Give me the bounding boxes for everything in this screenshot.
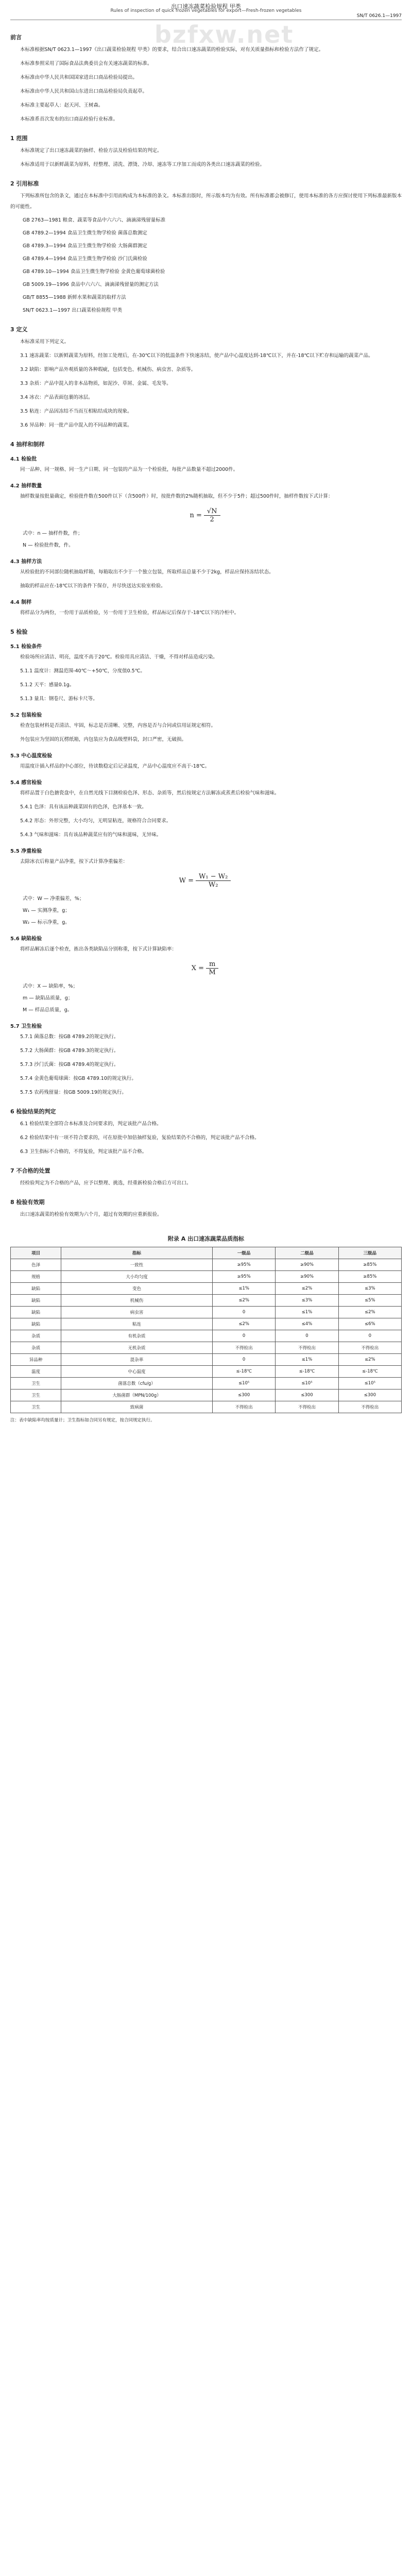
subsection-heading: 5.5 净重检验 — [10, 849, 42, 854]
paragraph: 5.1.3 量具：钢卷尺、游标卡尺等。 — [20, 696, 98, 702]
foreword-paragraph: 本标准系首次发布的出口商品检验行业标准。 — [20, 116, 118, 122]
section-heading: 1 范围 — [10, 135, 28, 142]
subsection-heading: 4.3 抽样方法 — [10, 559, 42, 565]
subsection-heading: 4.1 检验批 — [10, 456, 37, 462]
table-cell: 有机杂质 — [61, 1330, 213, 1342]
table-cell: 0 — [212, 1354, 275, 1366]
table-cell: ≥90% — [276, 1271, 338, 1283]
table-row — [11, 1330, 402, 1342]
formula-fraction — [204, 507, 220, 523]
table-cell: 不得检出 — [276, 1401, 338, 1413]
table-body — [11, 1259, 402, 1413]
table-cell: ≤-18℃ — [276, 1366, 338, 1378]
formula-lhs: X = — [191, 964, 204, 972]
paragraph: 本标准规定了出口速冻蔬菜的抽样、检验方法及检验结果的判定。 — [20, 148, 162, 154]
reference-item: GB 4789.2—1994 食品卫生微生物学检验 菌落总数测定 — [23, 230, 147, 236]
table-cell: 病虫害 — [61, 1307, 213, 1318]
table-row — [11, 1342, 402, 1354]
paragraph: 5.7.4 金黄色葡萄球菌：按GB 4789.10的规定执行。 — [20, 1076, 136, 1081]
table-cell: 卫生 — [11, 1389, 61, 1401]
table-cell: 规格 — [11, 1271, 61, 1283]
subsection-heading: 5.3 中心温度检验 — [10, 753, 53, 759]
paragraph: 外包装应为坚固的瓦楞纸箱，内包装应为食品级塑料袋，封口严密，无破损。 — [20, 737, 187, 742]
table-cell: 缺陷 — [11, 1295, 61, 1307]
sections — [10, 134, 402, 1220]
foreword — [10, 44, 402, 125]
formula-numerator: √N — [204, 507, 220, 516]
table-cell: ≤2% — [338, 1354, 401, 1366]
section-heading: 5 检验 — [10, 629, 28, 635]
foreword-paragraph: 本标准主要起草人：赵天河、王树森。 — [20, 103, 104, 108]
variable-definition: M — 样品总质量，g。 — [23, 1007, 73, 1013]
formula-denominator: W₂ — [208, 880, 218, 889]
variable-definition: W₁ — 实测净重，g； — [23, 908, 70, 913]
table-cell: ≤4% — [276, 1318, 338, 1330]
table-header-cell: 一级品 — [212, 1247, 275, 1259]
variable-definition: 式中：n — 抽样件数，件； — [23, 531, 83, 536]
table-cell: 异品种 — [11, 1354, 61, 1366]
foreword-paragraph: 本标准由中华人民共和国山东进出口商品检验局负责起草。 — [20, 89, 148, 94]
subsection-heading: 5.4 感官检验 — [10, 780, 42, 786]
table-cell: 中心温度 — [61, 1366, 213, 1378]
table-cell: ≤6% — [338, 1318, 401, 1330]
formula-fraction — [196, 873, 231, 889]
table-cell: 缺陷 — [11, 1318, 61, 1330]
formula-lhs: W = — [179, 876, 194, 885]
table-row — [11, 1389, 402, 1401]
reference-item: GB 4789.4—1994 食品卫生微生物学检验 沙门氏菌检验 — [23, 256, 147, 262]
table-row — [11, 1259, 402, 1271]
formula-numerator: W₁ − W₂ — [196, 873, 231, 881]
subsection-heading: 5.1 检验条件 — [10, 644, 42, 650]
table-row — [11, 1271, 402, 1283]
table-cell: ≤5% — [338, 1295, 401, 1307]
table-cell: 不得检出 — [276, 1342, 338, 1354]
table-cell: ≥95% — [212, 1259, 275, 1271]
foreword-paragraph: 本标准参照采用了国际食品法典委员会有关速冻蔬菜的标准。 — [20, 61, 152, 66]
reference-item: GB 4789.3—1994 食品卫生微生物学检验 大肠菌群测定 — [23, 243, 147, 249]
table-cell: ≥85% — [338, 1271, 401, 1283]
table-cell: 大肠菌群（MPN/100g） — [61, 1389, 213, 1401]
table-row — [11, 1401, 402, 1413]
paragraph: 5.4.2 形态：外形完整，大小均匀，无明显粘连，规格符合合同要求。 — [20, 818, 171, 824]
paragraph: 6.1 检验结果全部符合本标准及合同要求的，判定该批产品合格。 — [20, 1121, 162, 1127]
paragraph: 抽取的样品应在-18℃以下的条件下保存，并尽快送达实验室检验。 — [20, 583, 166, 589]
table-cell: ≤3% — [338, 1283, 401, 1295]
table-row — [11, 1318, 402, 1330]
table-cell: ≤1% — [212, 1283, 275, 1295]
paragraph: 5.4.1 色泽：具有该品种蔬菜固有的色泽，色泽基本一致。 — [20, 804, 147, 810]
reference-item: GB 4789.10—1994 食品卫生微生物学检验 金黄色葡萄球菌检验 — [23, 269, 165, 275]
table-cell: ≤300 — [212, 1389, 275, 1401]
paragraph: 6.2 检验结果中有一项不符合要求的，可在原批中加倍抽样复验，复验结果仍不合格的，判定该批产品不合格。 — [20, 1135, 260, 1141]
table-header-cell: 二级品 — [276, 1247, 338, 1259]
formula — [10, 505, 402, 526]
document-title: 出口速冻蔬菜检验规程 甲类 — [171, 3, 241, 10]
formula-denominator: 2 — [210, 515, 214, 523]
table-cell: 缺陷 — [11, 1283, 61, 1295]
table-row — [11, 1354, 402, 1366]
formula-denominator: M — [209, 968, 216, 976]
paragraph: 3.6 异品种：同一批产品中混入的不同品种的蔬菜。 — [20, 422, 132, 428]
document-body — [10, 24, 402, 1425]
table-cell: ≤1% — [276, 1307, 338, 1318]
paragraph: 3.5 粘连：产品因冻结不当而互相粘结成块的现象。 — [20, 409, 132, 414]
table-cell: 杂质 — [11, 1342, 61, 1354]
table-row — [11, 1378, 402, 1389]
table-cell: 一致性 — [61, 1259, 213, 1271]
table-note: 注：表中缺陷率均按质量计；卫生指标如合同另有规定，按合同规定执行。 — [10, 1418, 155, 1423]
paragraph: 将样品分为两份，一份用于品质检验，另一份用于卫生检验，样品标记后保存于-18℃以下的冷柜中。 — [20, 610, 239, 616]
paragraph: 从检验批的不同部位随机抽取样箱，每箱取出不少于一个独立包装，所取样品总量不少于2kg，样品应保持冻结状态。 — [20, 569, 274, 575]
paragraph: 5.7.3 沙门氏菌：按GB 4789.4的规定执行。 — [20, 1062, 119, 1067]
foreword-paragraph: 本标准由中华人民共和国国家进出口商品检验局提出。 — [20, 75, 138, 80]
table-cell: ≤10⁵ — [338, 1378, 401, 1389]
paragraph: 5.7.5 农药残留量：按GB 5009.19的规定执行。 — [20, 1090, 127, 1095]
section-heading: 6 检验结果的判定 — [10, 1108, 56, 1115]
paragraph: 5.1.1 温度计：测温范围-40℃～+50℃，分度值0.5℃。 — [20, 668, 145, 674]
table-cell: 菌落总数（cfu/g） — [61, 1378, 213, 1389]
table-cell: 色泽 — [11, 1259, 61, 1271]
section-heading: 7 不合格的处置 — [10, 1167, 50, 1174]
table-header-row — [11, 1247, 402, 1259]
table-cell: ≤2% — [276, 1283, 338, 1295]
subsection-heading: 4.2 抽样数量 — [10, 483, 42, 489]
table-cell: 不得检出 — [338, 1342, 401, 1354]
table-cell: 混杂率 — [61, 1354, 213, 1366]
variable-definition: 式中：X — 缺陷率，%； — [23, 984, 78, 989]
variable-definition: W₂ — 标示净重，g。 — [23, 920, 70, 925]
foreword-heading: 前言 — [10, 34, 22, 41]
section-heading: 8 检验有效期 — [10, 1199, 45, 1206]
table-header-cell: 项目 — [11, 1247, 61, 1259]
table-cell: 不得检出 — [338, 1401, 401, 1413]
table-row — [11, 1366, 402, 1378]
table-row — [11, 1283, 402, 1295]
quality-table — [10, 1247, 402, 1413]
paragraph: 本标准适用于以新鲜蔬菜为原料，经整理、清洗、漂烫、冷却、速冻等工序加工而成的各类出口速冻蔬菜的检验。 — [20, 162, 265, 167]
formula-numerator: m — [206, 960, 218, 969]
section-heading: 3 定义 — [10, 326, 28, 333]
table-cell: 0 — [212, 1330, 275, 1342]
table-cell: 粘连 — [61, 1318, 213, 1330]
reference-item: GB 5009.19—1996 食品中六六六、滴滴涕残留量的测定方法 — [23, 282, 159, 287]
table-cell: 无机杂质 — [61, 1342, 213, 1354]
paragraph: 检验场所应清洁、明亮，温度不高于20℃。检验用具应清洁、干燥，不得对样品造成污染。 — [20, 654, 218, 660]
table-cell: 不得检出 — [212, 1401, 275, 1413]
table-cell: 大小均匀度 — [61, 1271, 213, 1283]
paragraph: 3.3 杂质：产品中混入的非本品物质，如泥沙、草屑、金属、毛发等。 — [20, 381, 171, 386]
table-cell: ≥85% — [338, 1259, 401, 1271]
table-row — [11, 1295, 402, 1307]
foreword-paragraph: 本标准根据SN/T 0623.1—1997《出口蔬菜检验规程 甲类》的要求，结合出口速冻蔬菜的检验实际，对有关质量指标和检验方法作了规定。 — [20, 47, 324, 53]
table-cell: 0 — [276, 1330, 338, 1342]
table-cell: ≤10⁵ — [276, 1378, 338, 1389]
table-cell: 变色 — [61, 1283, 213, 1295]
paragraph: 3.2 缺陷：影响产品外观质量的各种瑕疵，包括变色、机械伤、病虫害、杂质等。 — [20, 367, 196, 372]
paragraph: 3.4 冰衣：产品表面包裹的冰层。 — [20, 395, 93, 400]
table-cell: ≤2% — [212, 1295, 275, 1307]
table-cell: ≤-18℃ — [338, 1366, 401, 1378]
formula-fraction — [206, 960, 218, 976]
reference-item: GB 2763—1981 粮食、蔬菜等食品中六六六、滴滴涕残留量标准 — [23, 217, 166, 223]
variable-definition: N — 检验批件数，件。 — [23, 543, 74, 548]
table-cell: 0 — [212, 1307, 275, 1318]
reference-item: SN/T 0623.1—1997 出口蔬菜检验规程 甲类 — [23, 308, 123, 313]
subsection-heading: 5.2 包装检验 — [10, 713, 42, 718]
table-row — [11, 1307, 402, 1318]
paragraph: 6.3 卫生指标不合格的，不得复验，判定该批产品不合格。 — [20, 1149, 147, 1155]
table-cell: 致病菌 — [61, 1401, 213, 1413]
table-cell: 温度 — [11, 1366, 61, 1378]
table-cell: ≤1% — [276, 1354, 338, 1366]
variable-definition: m — 缺陷品质量，g； — [23, 995, 73, 1001]
paragraph: 去除冰衣后称量产品净重，按下式计算净重偏差： — [20, 859, 128, 865]
section-heading: 2 引用标准 — [10, 180, 39, 187]
formula-lhs: n = — [190, 511, 202, 519]
paragraph: 同一品种、同一规格、同一生产日期、同一包装的产品为一个检验批，每批产品数量不超过2000件。 — [20, 467, 238, 472]
paragraph: 将样品解冻后逐个检查，拣出各类缺陷品分别称重，按下式计算缺陷率： — [20, 946, 177, 952]
table-header-cell: 指标 — [61, 1247, 213, 1259]
watermark: bzfxw.net — [154, 21, 294, 48]
paragraph: 5.7.1 菌落总数：按GB 4789.2的规定执行。 — [20, 1034, 119, 1040]
document-title-en: Rules of inspection of quick frozen vegetables for export—Fresh-frozen vegetables — [110, 8, 302, 13]
table-cell: 卫生 — [11, 1401, 61, 1413]
document-header — [10, 2, 402, 20]
table-cell: ≥90% — [276, 1259, 338, 1271]
paragraph: 出口速冻蔬菜的检验有效期为六个月，超过有效期的应重新报验。 — [20, 1212, 162, 1217]
table-cell: 杂质 — [11, 1330, 61, 1342]
table-cell: 卫生 — [11, 1378, 61, 1389]
section-heading: 4 抽样和制样 — [10, 441, 45, 448]
paragraph: 3.1 速冻蔬菜：以新鲜蔬菜为原料，经加工处理后，在-30℃以下的低温条件下快速冻结，使产品中心温度达到-18℃以下，并在-18℃以下贮存和运输的蔬菜产品。 — [20, 353, 373, 359]
subsection-heading: 5.6 缺陷检验 — [10, 936, 42, 942]
paragraph: 经检验判定为不合格的产品，应予以整理、挑选，经重新检验合格后方可出口。 — [20, 1180, 192, 1186]
table-cell: 缺陷 — [11, 1307, 61, 1318]
table-cell: ≤300 — [338, 1389, 401, 1401]
table-cell: ≤300 — [276, 1389, 338, 1401]
table-cell: ≤10⁵ — [212, 1378, 275, 1389]
paragraph: 5.7.2 大肠菌群：按GB 4789.3的规定执行。 — [20, 1048, 119, 1054]
table-cell: ≤3% — [276, 1295, 338, 1307]
paragraph: 本标准采用下列定义。 — [20, 339, 70, 345]
table-cell: ≤2% — [212, 1318, 275, 1330]
paragraph: 5.4.3 气味和滋味：具有该品种蔬菜应有的气味和滋味，无异味。 — [20, 832, 162, 838]
table-cell: ≤2% — [338, 1307, 401, 1318]
paragraph: 将样品置于白色搪瓷盘中，在自然光线下目测检验色泽、形态、杂质等，然后按规定方法解冻或蒸煮后检验气味和滋味。 — [20, 790, 280, 796]
table-cell: ≤-18℃ — [212, 1366, 275, 1378]
formula — [10, 870, 402, 891]
paragraph: 用温度计插入样品的中心部位，待读数稳定后记录温度，产品中心温度应不高于-18℃。 — [20, 764, 210, 769]
subsection-heading: 4.4 制样 — [10, 600, 32, 605]
standard-number: SN/T 0626.1—1997 — [356, 13, 402, 19]
table-cell: 不得检出 — [212, 1342, 275, 1354]
subsection-heading: 5.7 卫生检验 — [10, 1024, 42, 1029]
paragraph: 下列标准所包含的条文，通过在本标准中引用而构成为本标准的条文。本标准出版时，所示版本均为有效。所有标准都会被修订，使用本标准的各方应探讨使用下列标准最新版本的可能性。 — [10, 193, 402, 210]
table-header-cell: 三级品 — [338, 1247, 401, 1259]
table-cell: ≥95% — [212, 1271, 275, 1283]
formula — [10, 958, 402, 978]
reference-item: GB/T 8855—1988 新鲜水果和蔬菜的取样方法 — [23, 295, 126, 300]
paragraph: 抽样数量按批量确定，检验批件数在500件以下（含500件）时，按批件数的2%随机抽取，但不少于5件；超过500件时，抽样件数按下式计算： — [20, 494, 333, 499]
table-title: 附录 A 出口速冻蔬菜品质指标 — [167, 1235, 245, 1242]
table-cell: 0 — [338, 1330, 401, 1342]
paragraph: 5.1.2 天平：感量0.1g。 — [20, 682, 75, 688]
paragraph: 检查包装材料是否清洁、牢固，标志是否清晰、完整，内容是否与合同或信用证规定相符。 — [20, 723, 216, 728]
variable-definition: 式中：W — 净重偏差，%； — [23, 896, 84, 902]
table-cell: 机械伤 — [61, 1295, 213, 1307]
